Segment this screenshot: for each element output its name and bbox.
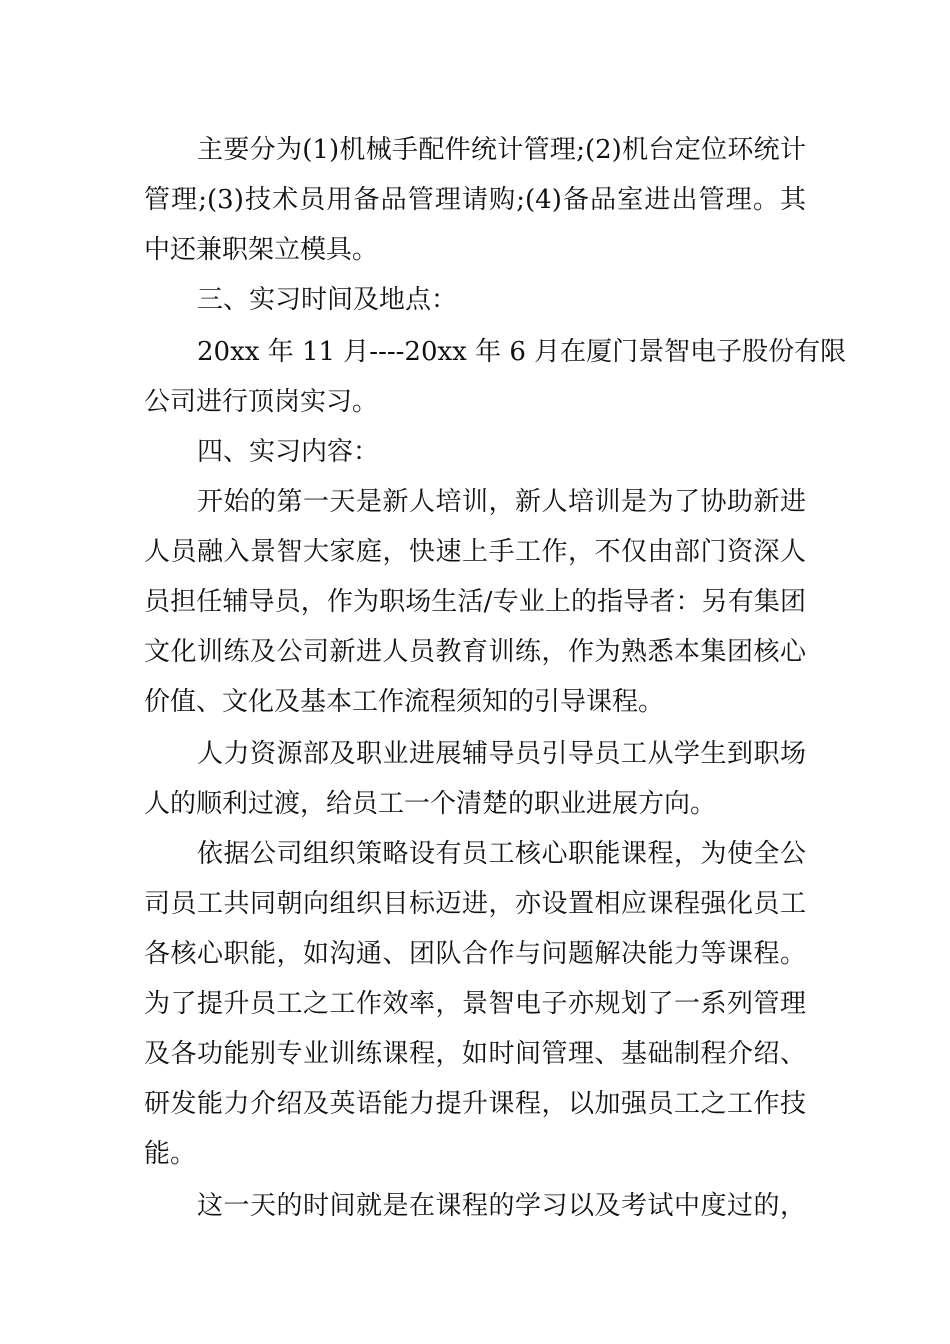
paragraph-line: 及各功能别专业训练课程，如时间管理、基础制程介绍、 — [144, 1039, 806, 1069]
paragraph-line: 人员融入景智大家庭，快速上手工作，不仅由部门资深人 — [144, 537, 806, 567]
paragraph-line: 开始的第一天是新人培训，新人培训是为了协助新进 — [197, 487, 806, 517]
paragraph-line: 20xx 年 11 月----20xx 年 6 月在厦门景智电子股份有限 — [197, 337, 847, 367]
paragraph-line: 主要分为(1)机械手配件统计管理;(2)机台定位环统计 — [197, 135, 806, 165]
paragraph-line: 文化训练及公司新进人员教育训练，作为熟悉本集团核心 — [144, 637, 806, 667]
paragraph-line: 研发能力介绍及英语能力提升课程，以加强员工之工作技 — [144, 1089, 806, 1119]
paragraph-line: 能。 — [144, 1139, 197, 1169]
paragraph-line: 司员工共同朝向组织目标迈进，亦设置相应课程强化员工 — [144, 889, 806, 919]
paragraph-line: 价值、文化及基本工作流程须知的引导课程。 — [144, 687, 665, 717]
paragraph-line: 依据公司组织策略设有员工核心职能课程，为使全公 — [197, 839, 806, 869]
paragraph-line: 公司进行顶岗实习。 — [144, 387, 379, 417]
paragraph-line: 人的顺利过渡，给员工一个清楚的职业进展方向。 — [144, 789, 717, 819]
paragraph-line: 这一天的时间就是在课程的学习以及考试中度过的， — [197, 1191, 806, 1221]
paragraph-line: 人力资源部及职业进展辅导员引导员工从学生到职场 — [197, 739, 806, 769]
paragraph-line: 为了提升员工之工作效率，景智电子亦规划了一系列管理 — [144, 989, 806, 1019]
paragraph-line: 中还兼职架立模具。 — [144, 235, 379, 265]
paragraph-line: 管理;(3)技术员用备品管理请购;(4)备品室进出管理。其 — [144, 185, 806, 215]
paragraph-line: 各核心职能，如沟通、团队合作与问题解决能力等课程。 — [144, 939, 806, 969]
section-heading: 四、实习内容： — [197, 437, 380, 467]
section-heading: 三、实习时间及地点： — [197, 285, 458, 315]
paragraph-line: 员担任辅导员，作为职场生活/专业上的指导者：另有集团 — [144, 587, 806, 617]
